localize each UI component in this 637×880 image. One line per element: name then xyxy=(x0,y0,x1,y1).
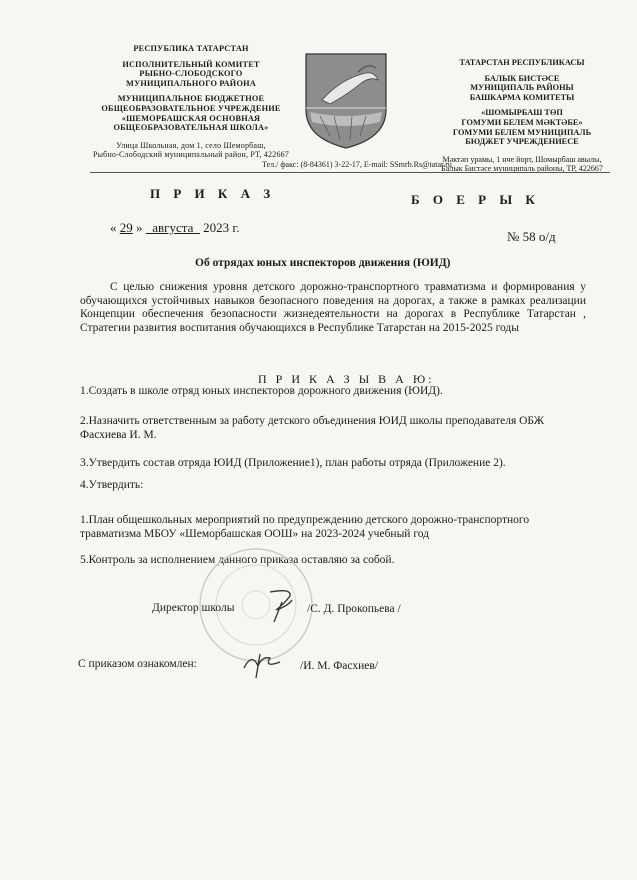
acknowledged-name: /И. М. Фасхиев/ xyxy=(300,660,379,672)
school-line: ГОМУМИ БЕЛЕМ МӘКТӘБЕ» xyxy=(461,117,583,127)
committee-line: ИСПОЛНИТЕЛЬНЫЙ КОМИТЕТ xyxy=(122,59,260,69)
order-heading: П Р И К А З Ы В А Ю: xyxy=(258,372,435,386)
committee-line: БАШКАРМА КОМИТЕТЫ xyxy=(469,92,575,102)
republic-ru: РЕСПУБЛИКА ТАТАРСТАН xyxy=(133,44,249,53)
republic-tt: ТАТАРСТАН РЕСПУБЛИКАСЫ xyxy=(459,58,585,67)
address-line: Балык Бистәсе муниципаль районы, ТР, 422667 xyxy=(441,164,603,174)
address-line: Улица Школьная, дом 1, село Шеморбаш, xyxy=(116,140,266,150)
order-item: 4.Утвердить: xyxy=(80,479,144,491)
address-ru xyxy=(82,141,300,160)
doc-type-ru: П Р И К А З xyxy=(150,186,276,201)
doc-date xyxy=(110,220,240,236)
order-item: 5.Контроль за исполнением данного приказа оставляю за собой. xyxy=(80,554,395,566)
school-line: «ШЕМОРБАШСКАЯ ОСНОВНАЯ xyxy=(121,113,261,123)
header-right xyxy=(422,58,622,174)
director-label: Директор школы xyxy=(152,602,235,614)
order-item: 1.Создать в школе отряд юных инспекторов дорожного движения (ЮИД). xyxy=(80,385,443,397)
school-line: МУНИЦИПАЛЬНОЕ БЮДЖЕТНОЕ xyxy=(117,94,265,104)
coat-of-arms-icon xyxy=(300,50,392,150)
committee-line: РЫБНО-СЛОБОДСКОГО xyxy=(139,69,243,79)
date-year: 2023 г. xyxy=(203,220,240,235)
school-line: ОБЩЕОБРАЗОВАТЕЛЬНОЕ УЧРЕЖДЕНИЕ xyxy=(101,103,281,113)
doc-number: № 58 о/д xyxy=(507,229,556,244)
committee-line: МУНИЦИПАЛЬНОГО РАЙОНА xyxy=(126,78,256,88)
contacts: Тел./ факс: (8-84361) 3-22-17, E-mail: SSmrb.Rs@tatar.ru xyxy=(262,160,452,169)
order-item: 2.Назначить ответственным за работу детского объединения ЮИД школы преподавателя ОБЖ Фасхиева И. М. xyxy=(80,415,545,441)
date-month: августа xyxy=(152,220,194,235)
doc-type-tt: Б О Е Р Ы К xyxy=(411,192,540,207)
school-line: ОБЩЕОБРАЗОВАТЕЛЬНАЯ ШКОЛА» xyxy=(113,123,269,133)
director-name: /С. Д. Прокопьева / xyxy=(307,603,401,615)
school-line: БЮДЖЕТ УЧРЕЖДЕНИЕСЕ xyxy=(465,137,579,147)
acknowledged-label: С приказом ознакомлен: xyxy=(78,658,197,670)
date-day: 29 xyxy=(119,220,133,235)
committee-line: МУНИЦИПАЛЬ РАЙОНЫ xyxy=(470,83,574,93)
doc-intro: С целью снижения уровня детского дорожно-транспортного травматизма и формирования у обучающихся устойчивых навыков безопасного поведения на дорогах, а также в рамках реализации Концепции обеспечения безопасности жизнедеятельности на дорогах в Республике Татарстан , Стратегии развития воспитания обучающихся в Республике Татарстан на 2015-2025 годы xyxy=(80,281,586,334)
school-line: «ШОМЫРБАШ ТӨП xyxy=(481,108,563,118)
date-quote: » xyxy=(136,220,143,235)
order-item: 3.Утвердить состав отряда ЮИД (Приложение1), план работы отряда (Приложение 2). xyxy=(80,457,506,469)
address-line: Рыбно-Слободский муниципальный район, РТ, 422667 xyxy=(92,150,290,160)
date-quote: « xyxy=(110,220,117,235)
school-line: ГОМУМИ БЕЛЕМ МУНИЦИПАЛЬ xyxy=(452,127,592,137)
committee-line: БАЛЫК БИСТӘСЕ xyxy=(484,73,560,83)
doc-title: Об отрядах юных инспекторов движения (ЮИД) xyxy=(195,257,451,269)
order-subitem: 1.План общешкольных мероприятий по предупреждению детского дорожно-транспортного травматизма МБОУ «Шеморбашская ООШ» на 2023-2024 учебный год xyxy=(80,514,530,540)
director-signature-icon xyxy=(262,588,302,624)
header-left xyxy=(82,44,300,160)
header-divider xyxy=(90,172,610,173)
address-line: Мәктәп урамы, 1 нче йорт, Шомырбаш авылы, xyxy=(442,154,602,164)
acknowledged-signature-icon xyxy=(240,648,286,680)
address-tt xyxy=(422,155,622,174)
